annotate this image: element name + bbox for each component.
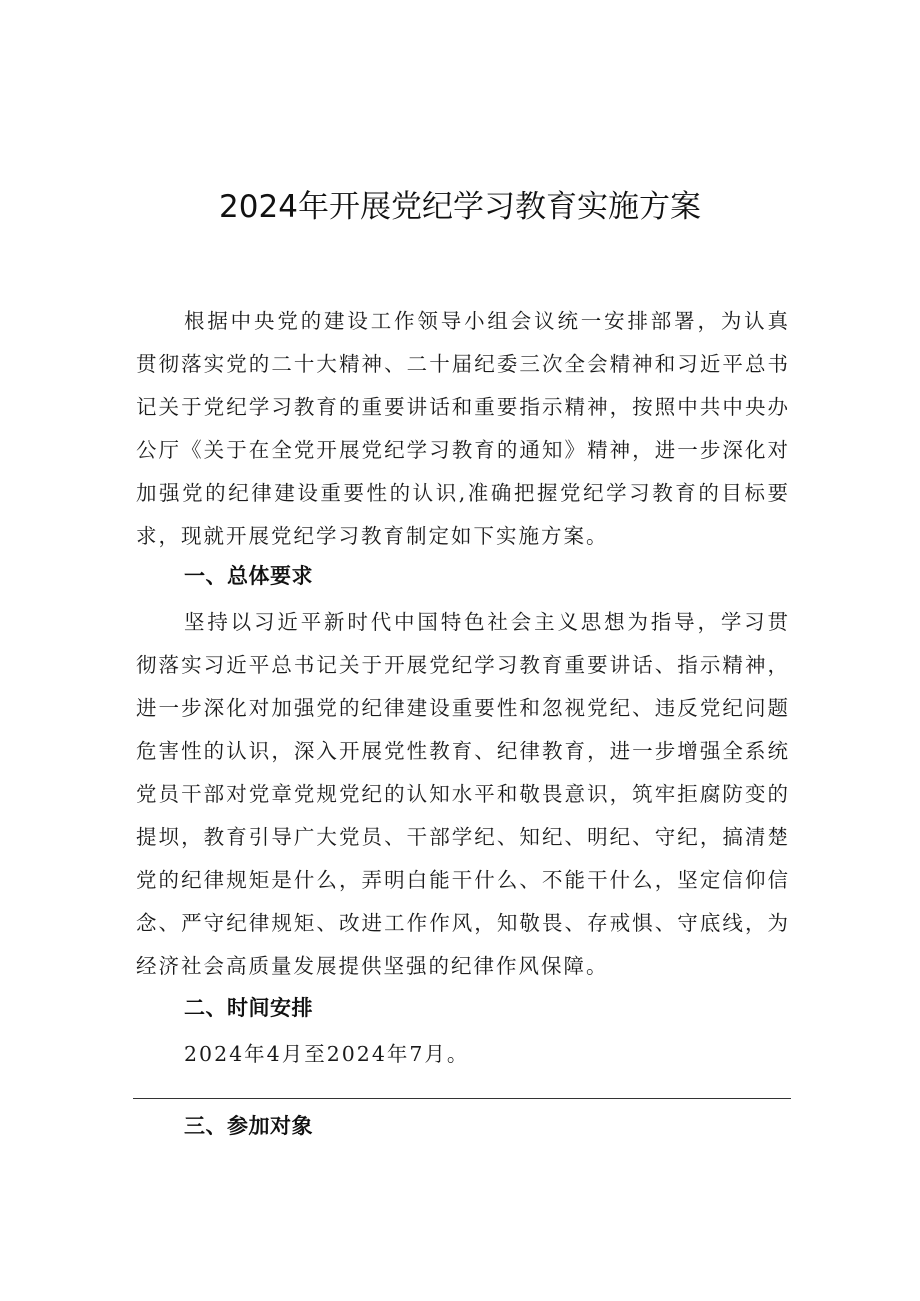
document-title: 2024年开展党纪学习教育实施方案 — [219, 189, 701, 225]
section-heading-participants: 三、参加对象 — [184, 1114, 313, 1138]
section-body-schedule: 2024年4月至2024年7月。 — [184, 1042, 470, 1066]
section-body-general-requirements: 坚持以习近平新时代中国特色社会主义思想为指导，学习贯彻落实习近平总书记关于开展党纪学习教育重要讲话、指示精神，进一步深化对加强党的纪律建设重要性和忽视党纪、违反党纪问题危害性的认识，深入开展党性教育、纪律教育，进一步增强全系统党员干部对党章党规党纪的认知水平和敬畏意识，筑牢拒腐防变的提坝，教育引导广大党员、干部学纪、知纪、明纪、守纪，搞清楚党的纪律规矩是什么，弄明白能干什么、不能干什么，坚定信仰信念、严守纪律规矩、改进工作作风，知敬畏、存戒惧、守底线，为经济社会高质量发展提供坚强的纪律作风保障。 — [136, 610, 790, 978]
page-divider — [133, 1098, 791, 1099]
intro-paragraph: 根据中央党的建设工作领导小组会议统一安排部署，为认真贯彻落实党的二十大精神、二十届纪委三次全会精神和习近平总书记关于党纪学习教育的重要讲话和重要指示精神，按照中共中央办公厅《关于在全党开展党纪学习教育的通知》精神，进一步深化对加强党的纪律建设重要性的认识,准确把握党纪学习教育的目标要求，现就开展党纪学习教育制定如下实施方案。 — [136, 309, 790, 548]
section-heading-general-requirements: 一、总体要求 — [184, 564, 313, 588]
section-heading-schedule: 二、时间安排 — [184, 996, 313, 1020]
